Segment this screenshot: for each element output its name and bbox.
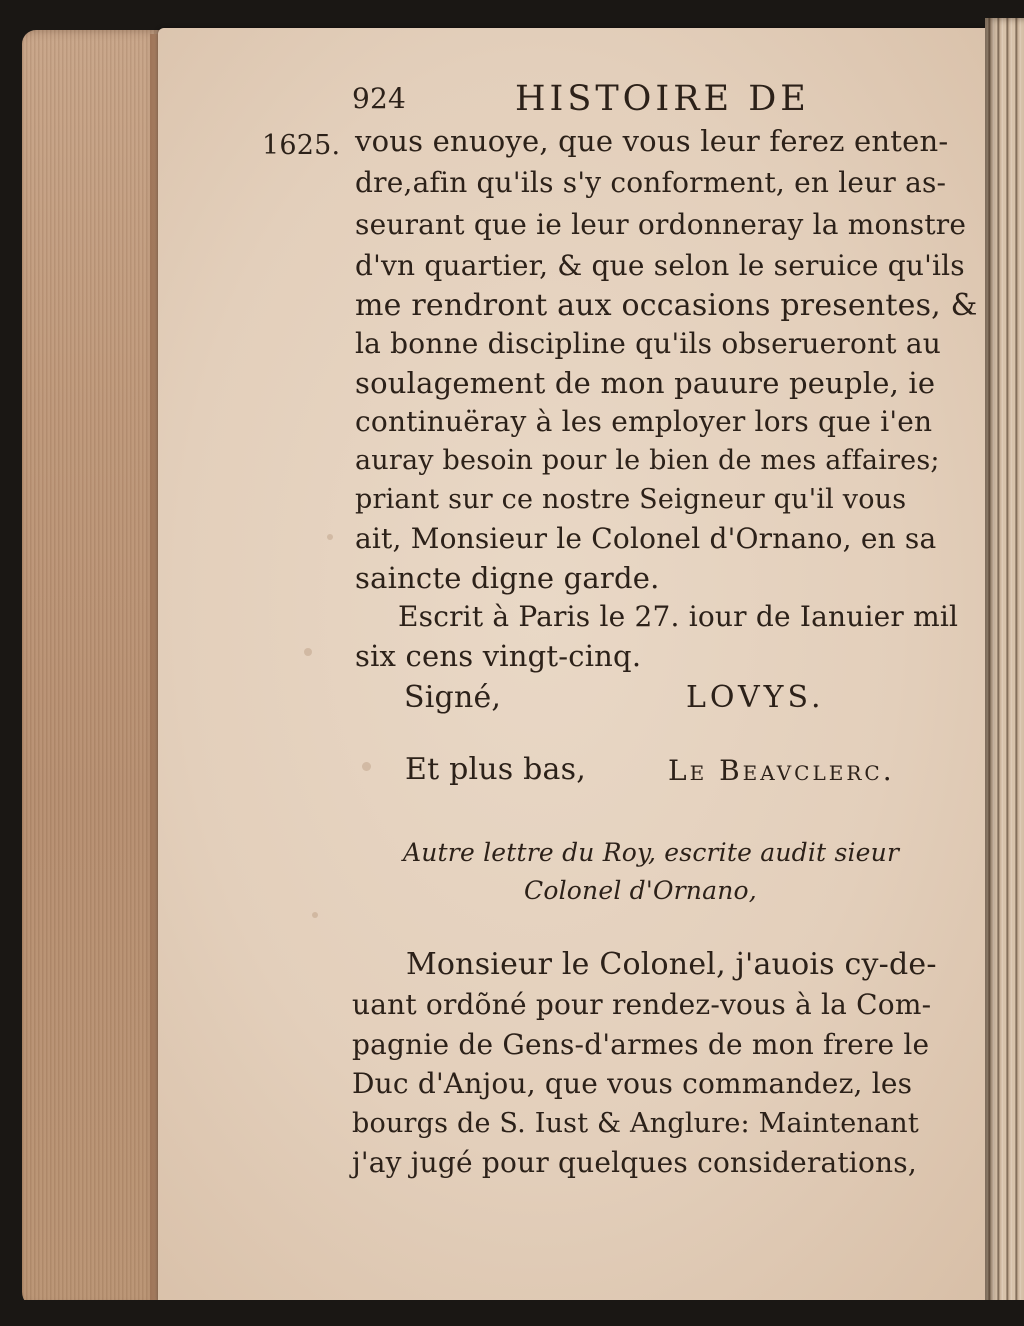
text-line: auray besoin pour le bien de mes affaires; — [355, 445, 940, 476]
letter-heading: Autre lettre du Roy, escrite audit sieur — [403, 838, 900, 867]
foxing-spot — [362, 762, 371, 771]
foxing-spot — [304, 648, 312, 656]
text-line: Duc d'Anjou, que vous commandez, les — [352, 1067, 913, 1100]
text-line: uant ordõné pour rendez-vous à la Com- — [352, 988, 932, 1021]
countersign-label: Et plus bas, — [405, 752, 586, 787]
text-line: bourgs de S. Iust & Anglure: Maintenant — [352, 1108, 919, 1139]
letter-heading: Colonel d'Ornano, — [524, 876, 757, 905]
text-line: ait, Monsieur le Colonel d'Ornano, en sa — [355, 522, 937, 555]
text-line: la bonne discipline qu'ils obserueront au — [355, 327, 941, 360]
page-gutter — [985, 18, 1024, 1318]
text-line: j'ay jugé pour quelques considerations, — [352, 1146, 917, 1179]
text-line: pagnie de Gens-d'armes de mon frere le — [352, 1028, 930, 1061]
foxing-spot — [327, 534, 333, 540]
text-line: me rendront aux occasions presentes, & — [355, 288, 978, 323]
text-line: dre,afin qu'ils s'y conforment, en leur as- — [355, 166, 947, 199]
text-line: Monsieur le Colonel, j'auois cy-de- — [406, 947, 937, 982]
countersign-name: Le Beavclerc. — [668, 754, 895, 787]
text-line: vous enuoye, que vous leur ferez enten- — [355, 124, 949, 158]
date-line: Escrit à Paris le 27. iour de Ianuier mil — [398, 600, 959, 633]
foxing-spot — [312, 912, 318, 918]
running-title: HISTOIRE DE — [515, 79, 810, 119]
text-line: seurant que ie leur ordonneray la monstre — [355, 208, 967, 241]
text-line: continuëray à les employer lors que i'en — [355, 405, 933, 438]
margin-year: 1625. — [262, 130, 341, 161]
text-line: soulagement de mon pauure peuple, ie — [355, 366, 936, 400]
text-line: saincte digne garde. — [355, 561, 660, 595]
date-line: six cens vingt-cinq. — [355, 639, 642, 673]
text-line: d'vn quartier, & que selon le seruice qu'ils — [355, 249, 965, 282]
bottom-shadow — [20, 1300, 1024, 1326]
signed-name: LOVYS. — [686, 680, 825, 715]
book-fore-edge — [22, 30, 162, 1308]
text-line: priant sur ce nostre Seigneur qu'il vous — [355, 484, 907, 515]
signed-label: Signé, — [404, 680, 502, 715]
page-number: 924 — [352, 82, 407, 115]
